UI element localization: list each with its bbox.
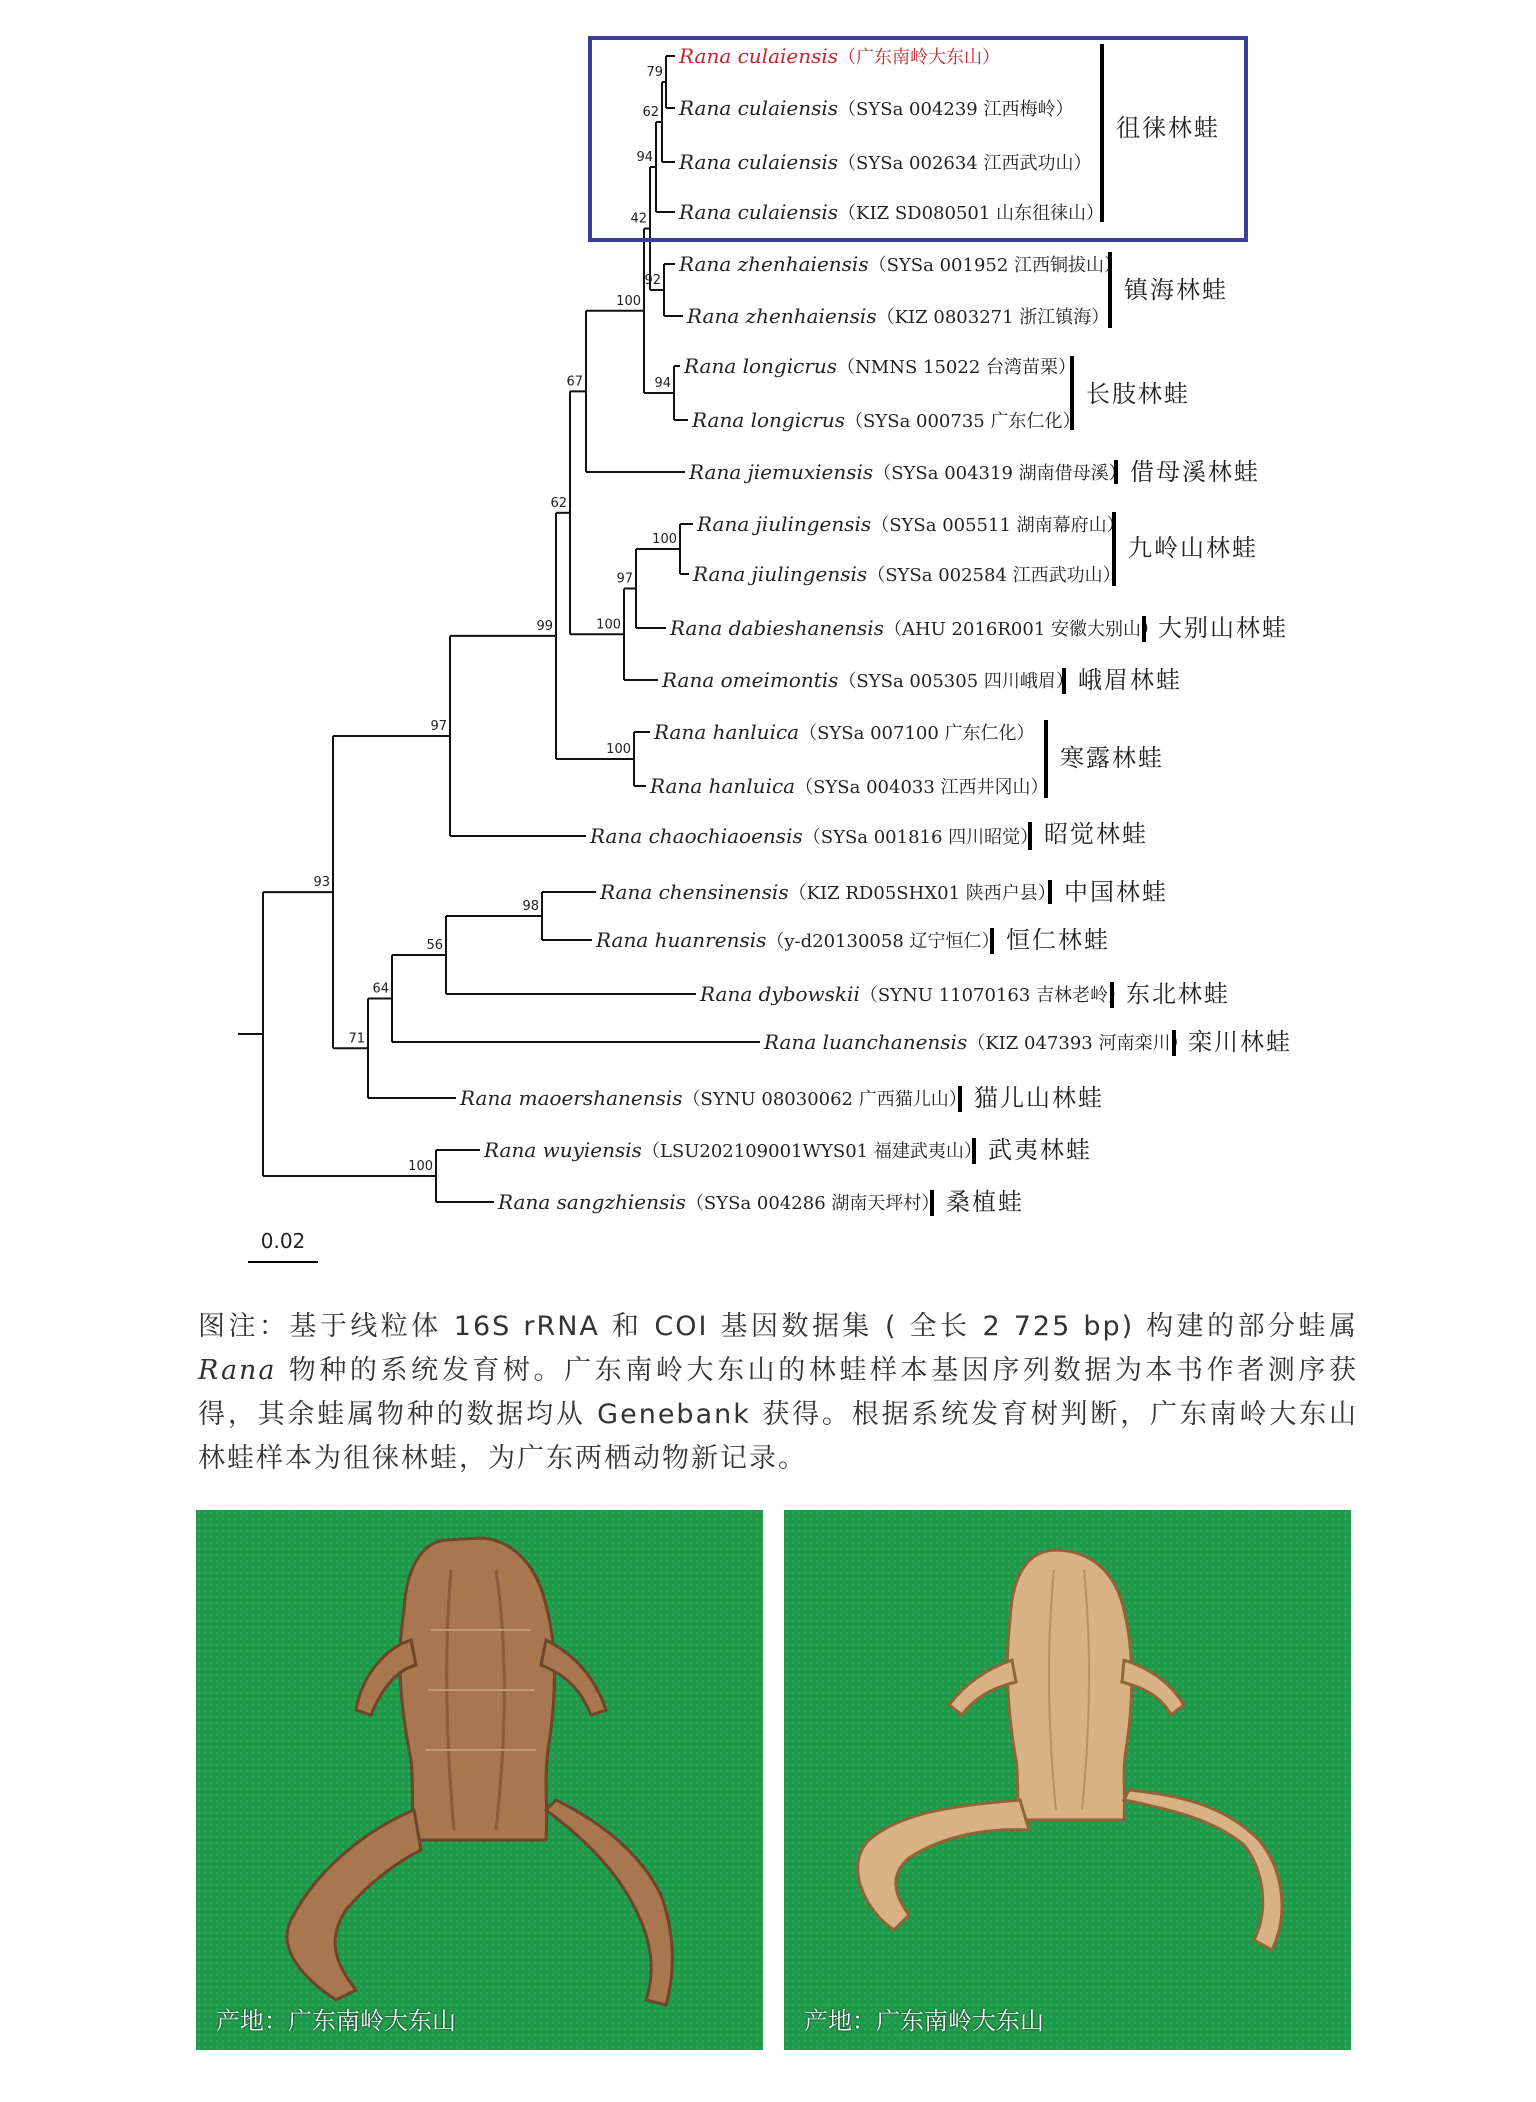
species-name: Rana longicrus <box>692 408 846 432</box>
species-name: Rana hanluica <box>650 774 796 798</box>
bootstrap-label: 100 <box>606 742 631 757</box>
specimen-note: （KIZ 047393 河南栾川） <box>967 1033 1189 1054</box>
specimen-note: （SYSa 002634 江西武功山） <box>838 153 1092 174</box>
bootstrap-label: 98 <box>522 899 539 914</box>
specimen-note: （SYSa 001952 江西铜拔山） <box>868 255 1123 276</box>
species-name: Rana chaochiaoensis <box>590 824 803 848</box>
species-name: Rana culaiensis <box>679 200 839 224</box>
species-name: Rana wuyiensis <box>484 1138 642 1162</box>
species-name: Rana sangzhiensis <box>498 1190 686 1214</box>
bootstrap-label: 100 <box>652 532 677 547</box>
bootstrap-label: 79 <box>646 65 663 80</box>
clade-name: 恒仁林蛙 <box>1006 926 1110 954</box>
specimen-note: （SYSa 004319 湖南借母溪） <box>873 463 1127 484</box>
taxon-label <box>653 720 1035 744</box>
bootstrap-label: 56 <box>426 938 443 953</box>
clade-name: 中国林蛙 <box>1064 878 1168 906</box>
specimen-note: （SYSa 001816 四川昭觉） <box>802 827 1039 848</box>
taxon-label <box>683 354 1076 378</box>
photo-label-ventral: 产地：广东南岭大东山 <box>804 2007 1044 2035</box>
clade-name: 大别山林蛙 <box>1158 614 1288 642</box>
bootstrap-label: 93 <box>313 875 330 891</box>
taxon-label <box>459 1086 967 1110</box>
species-name: Rana jiulingensis <box>697 512 872 536</box>
bootstrap-label: 100 <box>408 1159 433 1174</box>
clade-name: 桑植蛙 <box>946 1188 1024 1216</box>
clade-name: 猫儿山林蛙 <box>974 1084 1104 1112</box>
taxon-label <box>678 96 1073 120</box>
species-name: Rana jiulingensis <box>693 562 868 586</box>
taxon-label <box>669 616 1159 640</box>
frog-ventral-illustration <box>784 1510 1351 2050</box>
figure-caption <box>198 1305 1358 1481</box>
bootstrap-label: 94 <box>654 376 671 391</box>
specimen-note: （KIZ SD080501 山东徂徕山） <box>838 203 1105 224</box>
taxon-label <box>688 460 1127 484</box>
taxon-label <box>678 252 1122 276</box>
bootstrap-label: 64 <box>372 981 389 997</box>
species-name: Rana jiemuxiensis <box>689 460 874 484</box>
species-name: Rana chensinensis <box>600 880 789 904</box>
taxon-label <box>678 44 1000 68</box>
taxon-label <box>661 668 1074 692</box>
frog-dorsal-photo <box>196 1510 763 2050</box>
caption-genus: Rana <box>198 1355 277 1386</box>
specimen-note: （SYSa 004033 江西井冈山） <box>795 777 1049 798</box>
species-name: Rana culaiensis <box>679 44 839 68</box>
bootstrap-label: 62 <box>642 105 659 120</box>
clade-name: 九岭山林蛙 <box>1128 534 1258 562</box>
specimen-note: （SYSa 004239 江西梅岭） <box>838 99 1074 120</box>
specimen-note: （SYSa 004286 湖南天坪村） <box>685 1193 940 1214</box>
specimen-note: （LSU202109001WYS01 福建武夷山） <box>641 1141 982 1162</box>
bootstrap-label: 100 <box>616 293 641 309</box>
specimen-note: （KIZ RD05SHX01 陕西户县） <box>788 883 1056 904</box>
taxon-label <box>691 408 1080 432</box>
specimen-note: （AHU 2016R001 安徽大别山） <box>883 619 1159 640</box>
specimen-note: （SYSa 000735 广东仁化） <box>845 411 1081 432</box>
specimen-note: （广东南岭大东山） <box>838 47 1001 68</box>
taxon-label <box>678 200 1104 224</box>
species-name: Rana hanluica <box>654 720 800 744</box>
taxon-label <box>686 304 1109 328</box>
caption-part1: 图注：基于线粒体 16S rRNA 和 COI 基因数据集 ( 全长 2 725 bp) 构建的部分蛙属 <box>198 1311 1358 1342</box>
clade-name: 东北林蛙 <box>1126 980 1230 1008</box>
specimen-note: （SYSa 007100 广东仁化） <box>799 723 1035 744</box>
clade-name: 镇海林蛙 <box>1124 276 1228 304</box>
species-name: Rana zhenhaiensis <box>687 304 877 328</box>
species-name: Rana huanrensis <box>596 928 767 952</box>
clade-name: 徂徕林蛙 <box>1116 114 1220 142</box>
taxon-label <box>699 982 1126 1006</box>
specimen-note: （SYNU 08030062 广西猫儿山） <box>682 1089 967 1110</box>
specimen-note: （NMNS 15022 台湾苗栗） <box>837 357 1076 378</box>
bootstrap-label: 94 <box>636 150 653 165</box>
taxon-label <box>678 150 1091 174</box>
species-name: Rana luanchanensis <box>764 1030 968 1054</box>
species-name: Rana culaiensis <box>679 150 839 174</box>
photo-label-dorsal: 产地：广东南岭大东山 <box>216 2007 456 2035</box>
species-name: Rana dabieshanensis <box>670 616 884 640</box>
clade-name: 峨眉林蛙 <box>1078 666 1182 694</box>
taxon-label <box>763 1030 1188 1054</box>
species-name: Rana maoershanensis <box>460 1086 683 1110</box>
clade-name: 栾川林蛙 <box>1188 1028 1292 1056</box>
scale-bar-label: 0.02 <box>260 1229 306 1253</box>
specimen-note: （SYNU 11070163 吉林老岭） <box>859 985 1127 1006</box>
taxon-label <box>696 512 1125 536</box>
specimen-note: （SYSa 005305 四川峨眉） <box>838 671 1074 692</box>
bootstrap-label: 99 <box>536 618 553 634</box>
taxon-label <box>692 562 1121 586</box>
specimen-note: （KIZ 0803271 浙江镇海） <box>876 307 1110 328</box>
taxon-label <box>599 880 1056 904</box>
species-name: Rana zhenhaiensis <box>679 252 869 276</box>
bootstrap-label: 97 <box>616 571 633 587</box>
taxon-label <box>649 774 1049 798</box>
bootstrap-label: 42 <box>630 211 647 227</box>
bootstrap-label: 71 <box>348 1031 365 1047</box>
taxon-label <box>589 824 1038 848</box>
specimen-note: （SYSa 005511 湖南幕府山） <box>871 515 1125 536</box>
frog-ventral-photo <box>784 1510 1351 2050</box>
frog-dorsal-illustration <box>196 1510 763 2050</box>
bootstrap-label: 100 <box>596 617 621 633</box>
taxon-label <box>497 1190 939 1214</box>
caption-part2: 物种的系统发育树。广东南岭大东山的林蛙样本基因序列数据为本书作者测序获得，其余蛙属物种的数据均从 Genebank 获得。根据系统发育树判断，广东南岭大东山林蛙样本为徂徕林蛙，为广东两栖动物新记录。 <box>198 1355 1358 1474</box>
clade-name: 寒露林蛙 <box>1060 744 1164 772</box>
taxon-label <box>595 928 1000 952</box>
specimen-note: （SYSa 002584 江西武功山） <box>867 565 1121 586</box>
specimen-note: （y-d20130058 辽宁恒仁） <box>766 931 1000 952</box>
bootstrap-label: 62 <box>550 495 567 511</box>
clade-name: 武夷林蛙 <box>988 1136 1092 1164</box>
clade-name: 长肢林蛙 <box>1086 380 1190 408</box>
bootstrap-label: 92 <box>644 273 661 288</box>
species-name: Rana omeimontis <box>662 668 839 692</box>
species-name: Rana dybowskii <box>700 982 860 1006</box>
clade-name: 借母溪林蛙 <box>1130 458 1260 486</box>
clade-name: 昭觉林蛙 <box>1044 820 1148 848</box>
bootstrap-label: 67 <box>566 374 583 390</box>
taxon-label <box>483 1138 982 1162</box>
bootstrap-label: 97 <box>430 718 447 734</box>
species-name: Rana longicrus <box>684 354 838 378</box>
species-name: Rana culaiensis <box>679 96 839 120</box>
